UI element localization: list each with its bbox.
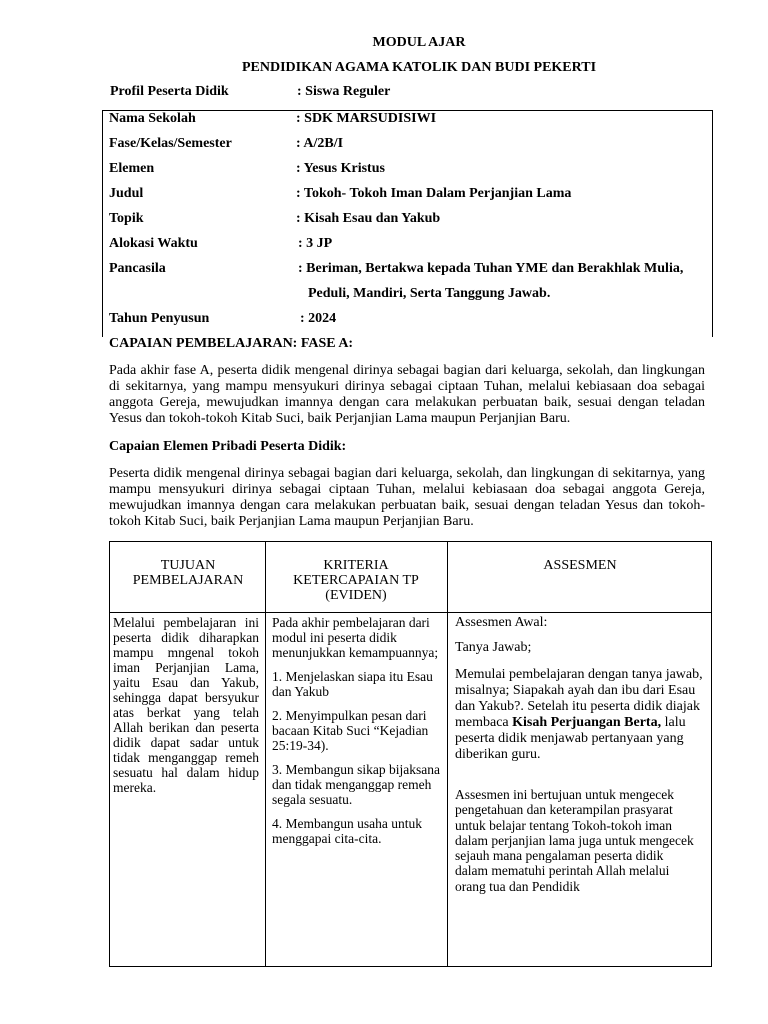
info-value: : A/2B/I <box>296 136 344 151</box>
info-value: : SDK MARSUDISIWI <box>296 111 437 126</box>
assesmen-desc-text: Memulai pembelajaran dengan tanya jawab, misalnya; Siapakah ayah dan ibu dari Esau dan Yakub?. Setelah itu peserta didik diajak membaca <box>455 667 703 730</box>
info-value-continued: Peduli, Mandiri, Serta Tanggung Jawab. <box>308 286 551 301</box>
header-assesmen: ASSESMEN <box>543 558 617 573</box>
info-label: Elemen <box>109 161 155 176</box>
info-label: Alokasi Waktu <box>109 236 198 251</box>
profile-label: Profil Peserta Didik <box>110 84 229 99</box>
kriteria-item: 3. Membangun sikap bijaksana dan tidak menganggap remeh segala sesuatu. <box>272 762 440 807</box>
assesmen-story-title: Kisah Perjuangan Berta, <box>512 715 662 730</box>
kriteria-cell <box>272 615 442 855</box>
info-value: : 3 JP <box>298 236 333 251</box>
info-value: : 2024 <box>300 311 337 326</box>
assesmen-desc-text: lalu peserta didik menjawab pertanyaan yang diberikan guru. <box>455 715 686 762</box>
capaian-paragraph: Pada akhir fase A, peserta didik mengenal dirinya sebagai bagian dari keluarga, sekolah, dan lingkungan di sekitarnya, yang mampu mensyukuri dirinya sebagai ciptaan Tuhan, melalui kebiasaan doa sebagai anggota Gereja, mewujudkan imannya dengan cara melakukan perbuatan baik, sesuai dengan teladan Yesus dan tokoh-tokoh Kitab Suci, baik Perjanjian Lama maupun Perjanjian Baru. <box>109 363 705 426</box>
kriteria-item: 1. Menjelaskan siapa itu Esau dan Yakub <box>272 669 433 699</box>
kriteria-item: 2. Menyimpulkan pesan dari bacaan Kitab Suci “Kejadian 25:19-34). <box>272 708 429 753</box>
info-value: : Beriman, Bertakwa kepada Tuhan YME dan Berakhlak Mulia, <box>298 261 684 276</box>
info-value: : Tokoh- Tokoh Iman Dalam Perjanjian Lama <box>296 186 572 201</box>
info-value: : Yesus Kristus <box>296 161 385 176</box>
info-label: Tahun Penyusun <box>109 311 210 326</box>
header-tujuan: TUJUAN PEMBELAJARAN <box>132 558 244 588</box>
kriteria-item: 4. Membangun usaha untuk menggapai cita-cita. <box>272 816 422 846</box>
document-title: MODUL AJAR <box>372 35 466 50</box>
header-kriteria: KRITERIA KETERCAPAIAN TP (EVIDEN) <box>293 558 419 603</box>
info-label: Topik <box>109 211 144 226</box>
assesmen-awal-label: Assesmen Awal: <box>455 615 548 630</box>
elemen-pribadi-heading: Capaian Elemen Pribadi Peserta Didik: <box>109 439 347 454</box>
profile-value: : Siswa Reguler <box>297 84 391 99</box>
assesmen-purpose: Assesmen ini bertujuan untuk mengecek pengetahuan dan keterampilan prasyarat untuk belajar tentang Tokoh-tokoh iman dalam perjanjian lama juga untuk mengecek sejauh mana pengalaman peserta didik dalam mematuhi perintah Allah melalui orang tua dan Pendidik <box>455 787 694 894</box>
learning-table <box>109 541 712 967</box>
capaian-heading: CAPAIAN PEMBELAJARAN: FASE A: <box>109 336 354 351</box>
elemen-pribadi-paragraph: Peserta didik mengenal dirinya sebagai bagian dari keluarga, sekolah, dan lingkungan di sekitarnya, yang mampu mensyukuri dirinya sebagai ciptaan Tuhan, melalui kebiasaan doa sebagai anggota Gereja, mewujudkan imannya dengan cara melakukan perbuatan baik, sesuai dengan teladan Yesus dan tokoh-tokoh Kitab Suci, baik Perjanjian Lama maupun Perjanjian Baru. <box>109 466 705 529</box>
tujuan-cell: Melalui pembelajaran ini peserta didik diharapkan mampu mngenal tokoh iman Perjanjian Lama, yaitu Esau dan Yakub, sehingga dapat bersyukur atas berkat yang telah Allah berikan dan peserta didik dapat sadar untuk tidak menganggap remeh sesuatu hal dalam hidup mereka. <box>113 615 259 795</box>
assesmen-description <box>455 667 710 763</box>
document-subtitle: PENDIDIKAN AGAMA KATOLIK DAN BUDI PEKERTI <box>241 60 597 75</box>
info-label: Pancasila <box>109 261 166 276</box>
header-divider <box>110 612 711 613</box>
info-label: Fase/Kelas/Semester <box>109 136 232 151</box>
info-label: Judul <box>109 186 144 201</box>
info-label: Nama Sekolah <box>109 111 196 126</box>
assesmen-tanya-jawab: Tanya Jawab; <box>455 640 532 655</box>
column-divider <box>447 542 448 966</box>
assesmen-cell <box>455 615 710 903</box>
info-value: : Kisah Esau dan Yakub <box>296 211 441 226</box>
column-divider <box>265 542 266 966</box>
kriteria-intro: Pada akhir pembelajaran dari modul ini peserta didik menunjukkan kemampuannya; <box>272 615 439 660</box>
